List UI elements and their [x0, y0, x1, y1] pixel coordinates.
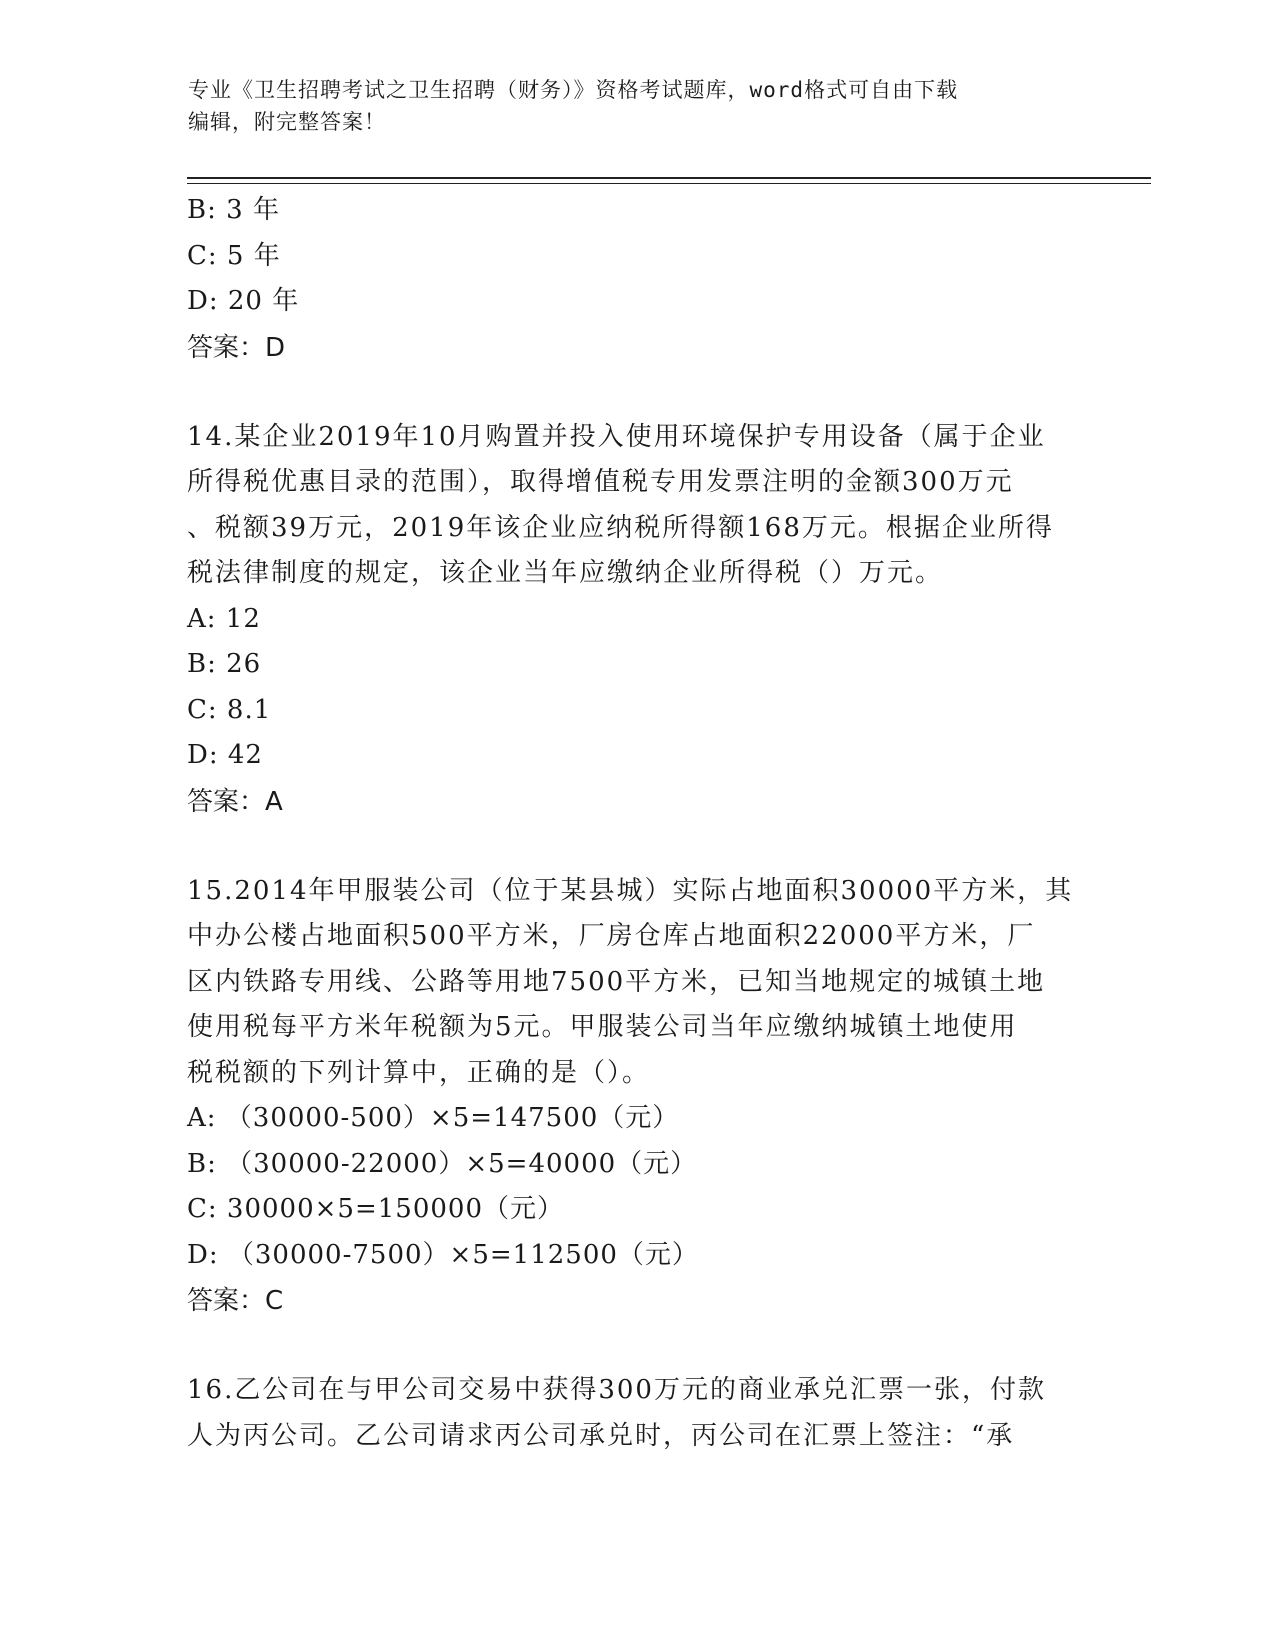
question-content: [187, 188, 1087, 1459]
answer-line: 答案：D: [187, 332, 286, 363]
option-b: B: 26: [187, 649, 262, 679]
question-line: 税法律制度的规定，该企业当年应缴纳企业所得税（）万元。: [187, 558, 944, 588]
question-line: 16.乙公司在与甲公司交易中获得300万元的商业承兑汇票一张，付款: [187, 1375, 1046, 1405]
option-d: D: 42: [187, 740, 263, 770]
question-line: 税税额的下列计算中，正确的是（）。: [187, 1057, 651, 1088]
spacer: [187, 1324, 1087, 1368]
question-line: 使用税每平方米年税额为5元。甲服装公司当年应缴纳城镇土地使用: [187, 1012, 1018, 1042]
option-b: B: 3 年: [187, 195, 280, 225]
page-header: [188, 74, 1088, 138]
question-line: 区内铁路专用线、公路等用地7500平方米，已知当地规定的城镇土地: [187, 966, 1046, 997]
question-line: 15.2014年甲服装公司（位于某县城）实际占地面积30000平方米，其: [187, 875, 1074, 906]
spacer: [187, 371, 1087, 415]
option-c: C: 30000×5=150000（元）: [187, 1194, 564, 1224]
question-text: [187, 869, 1087, 1097]
question-line: 中办公楼占地面积500平方米，厂房仓库占地面积22000平方米，厂: [187, 921, 1036, 951]
question-line: 、税额39万元，2019年该企业应纳税所得额168万元。根据企业所得: [187, 512, 1054, 543]
question-14: [187, 415, 1087, 825]
header-divider-thin: [187, 183, 1151, 184]
option-d: D: （30000-7500）×5=112500（元）: [187, 1239, 699, 1270]
question-text: [187, 415, 1087, 597]
option-a: A: （30000-500）×5=147500（元）: [187, 1103, 680, 1133]
question-15: [187, 869, 1087, 1325]
answer-line: 答案：A: [187, 786, 283, 817]
question-16: [187, 1368, 1087, 1459]
option-a: A: 12: [187, 603, 261, 634]
question-line: 人为丙公司。乙公司请求丙公司承兑时，丙公司在汇票上签注：“承: [187, 1420, 1015, 1451]
header-line-1: 专业《卫生招聘考试之卫生招聘（财务）》资格考试题库，word格式可自由下载: [188, 78, 959, 102]
answer-line: 答案：C: [187, 1286, 284, 1316]
question-line: 所得税优惠目录的范围），取得增值税专用发票注明的金额300万元: [187, 467, 1014, 497]
option-b: B: （30000-22000）×5=40000（元）: [187, 1148, 698, 1179]
question-13-tail: [187, 188, 1087, 371]
option-c: C: 8.1: [187, 694, 272, 725]
question-text: [187, 1368, 1087, 1459]
question-line: 14.某企业2019年10月购置并投入使用环境保护专用设备（属于企业: [187, 421, 1046, 452]
spacer: [187, 825, 1087, 869]
header-line-2: 编辑，附完整答案！: [188, 110, 386, 134]
header-divider-thick: [187, 177, 1151, 179]
option-c: C: 5 年: [187, 240, 281, 271]
option-d: D: 20 年: [187, 286, 300, 316]
